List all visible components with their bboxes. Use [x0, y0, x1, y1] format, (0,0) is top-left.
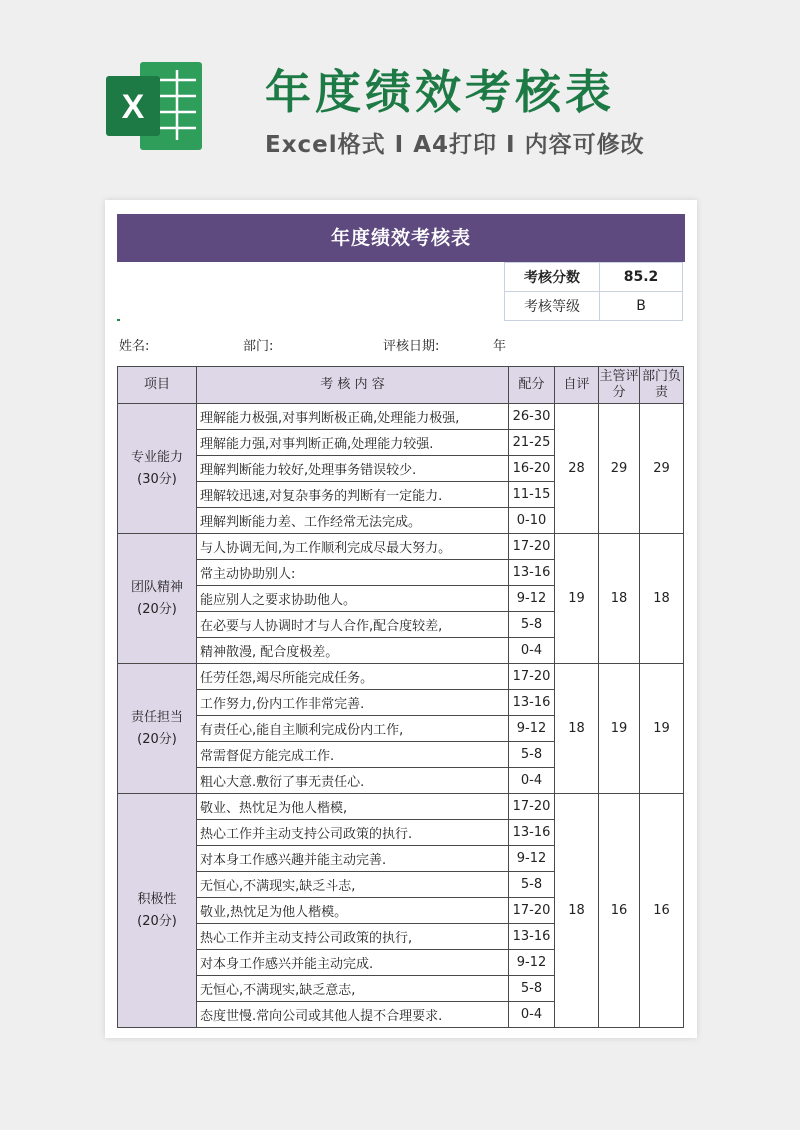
- criteria-text: 理解能力极强,对事判断极正确,处理能力极强,: [197, 404, 509, 430]
- points-range: 0-4: [509, 768, 555, 794]
- employee-info-line: [119, 335, 689, 355]
- criteria-text: 在必要与人协调时才与人合作,配合度较差,: [197, 612, 509, 638]
- table-row: [118, 404, 684, 430]
- criteria-text: 敬业,热忱足为他人楷模。: [197, 898, 509, 924]
- manager-score-cell[interactable]: 19: [599, 664, 640, 794]
- criteria-text: 理解判断能力差、工作经常无法完成。: [197, 508, 509, 534]
- evaluation-table: [117, 366, 684, 1028]
- points-range: 16-20: [509, 456, 555, 482]
- points-range: 9-12: [509, 586, 555, 612]
- points-range: 13-16: [509, 924, 555, 950]
- excel-icon: [104, 58, 204, 154]
- criteria-text: 理解较迅速,对复杂事务的判断有一定能力.: [197, 482, 509, 508]
- dept-score-cell[interactable]: 19: [640, 664, 684, 794]
- criteria-text: 无恒心,不满现实,缺乏斗志,: [197, 872, 509, 898]
- sheet-banner-title: 年度绩效考核表: [117, 214, 685, 262]
- category-points: (20分): [137, 601, 177, 617]
- criteria-text: 热心工作并主动支持公司政策的执行,: [197, 924, 509, 950]
- review-date-label: 评核日期:: [383, 339, 440, 354]
- grade-label: 考核等级: [505, 292, 600, 321]
- category-cell: [118, 534, 197, 664]
- manager-score-cell[interactable]: 18: [599, 534, 640, 664]
- category-name: 专业能力: [130, 449, 183, 465]
- criteria-text: 粗心大意.敷衍了事无责任心.: [197, 768, 509, 794]
- category-cell: [118, 404, 197, 534]
- points-range: 21-25: [509, 430, 555, 456]
- header-manager-score: 主管评分: [599, 367, 640, 404]
- manager-score-cell[interactable]: 16: [599, 794, 640, 1028]
- criteria-text: 理解判断能力较好,处理事务错误较少.: [197, 456, 509, 482]
- criteria-text: 对本身工作感兴趣并能主动完善.: [197, 846, 509, 872]
- points-range: 5-8: [509, 872, 555, 898]
- cell-marker: [117, 319, 120, 321]
- points-range: 0-4: [509, 1002, 555, 1028]
- name-label: 姓名:: [119, 339, 150, 354]
- points-range: 26-30: [509, 404, 555, 430]
- table-row: [118, 534, 684, 560]
- dept-score-cell[interactable]: 16: [640, 794, 684, 1028]
- points-range: 17-20: [509, 664, 555, 690]
- points-range: 5-8: [509, 976, 555, 1002]
- category-name: 责任担当: [130, 709, 183, 725]
- category-name: 团队精神: [130, 579, 183, 595]
- criteria-text: 任劳任怨,竭尽所能完成任务。: [197, 664, 509, 690]
- category-cell: [118, 794, 197, 1028]
- criteria-text: 热心工作并主动支持公司政策的执行.: [197, 820, 509, 846]
- criteria-text: 常需督促方能完成工作.: [197, 742, 509, 768]
- points-range: 13-16: [509, 690, 555, 716]
- points-range: 0-4: [509, 638, 555, 664]
- points-range: 5-8: [509, 742, 555, 768]
- criteria-text: 工作努力,份内工作非常完善.: [197, 690, 509, 716]
- points-range: 5-8: [509, 612, 555, 638]
- criteria-text: 与人协调无间,为工作顺利完成尽最大努力。: [197, 534, 509, 560]
- spreadsheet-preview: [105, 200, 697, 1038]
- criteria-text: 无恒心,不满现实,缺乏意志,: [197, 976, 509, 1002]
- header-points: 配分: [509, 367, 555, 404]
- self-score-cell[interactable]: 18: [555, 664, 599, 794]
- self-score-cell[interactable]: 28: [555, 404, 599, 534]
- page-title: 年度绩效考核表: [265, 65, 615, 119]
- score-value[interactable]: 85.2: [600, 263, 683, 292]
- points-range: 11-15: [509, 482, 555, 508]
- category-points: (20分): [137, 913, 177, 929]
- dept-label: 部门:: [243, 339, 274, 354]
- points-range: 13-16: [509, 820, 555, 846]
- points-range: 0-10: [509, 508, 555, 534]
- criteria-text: 精神散漫, 配合度极差。: [197, 638, 509, 664]
- header-self-score: 自评: [555, 367, 599, 404]
- points-range: 17-20: [509, 898, 555, 924]
- category-name: 积极性: [137, 891, 177, 907]
- grade-value[interactable]: B: [600, 292, 683, 321]
- page-subtitle: Excel格式 I A4打印 I 内容可修改: [265, 132, 645, 158]
- points-range: 9-12: [509, 846, 555, 872]
- points-range: 9-12: [509, 716, 555, 742]
- manager-score-cell[interactable]: 29: [599, 404, 640, 534]
- table-header-row: [118, 367, 684, 404]
- criteria-text: 能应别人之要求协助他人。: [197, 586, 509, 612]
- score-label: 考核分数: [505, 263, 600, 292]
- self-score-cell[interactable]: 19: [555, 534, 599, 664]
- header-content: 考 核 内 容: [197, 367, 509, 404]
- criteria-text: 有责任心,能自主顺利完成份内工作,: [197, 716, 509, 742]
- category-points: (30分): [137, 471, 177, 487]
- page-header: [0, 0, 800, 200]
- criteria-text: 态度世慢.常向公司或其他人提不合理要求.: [197, 1002, 509, 1028]
- points-range: 9-12: [509, 950, 555, 976]
- table-row: [118, 664, 684, 690]
- dept-score-cell[interactable]: 29: [640, 404, 684, 534]
- criteria-text: 理解能力强,对事判断正确,处理能力较强.: [197, 430, 509, 456]
- category-points: (20分): [137, 731, 177, 747]
- category-cell: [118, 664, 197, 794]
- header-item: 项目: [118, 367, 197, 404]
- points-range: 13-16: [509, 560, 555, 586]
- criteria-text: 敬业、热忱足为他人楷模,: [197, 794, 509, 820]
- dept-score-cell[interactable]: 18: [640, 534, 684, 664]
- criteria-text: 常主动协助别人:: [197, 560, 509, 586]
- score-summary: [504, 262, 683, 321]
- year-label: 年: [493, 339, 507, 354]
- points-range: 17-20: [509, 534, 555, 560]
- self-score-cell[interactable]: 18: [555, 794, 599, 1028]
- header-dept-score: 部门负责: [640, 367, 684, 404]
- criteria-text: 对本身工作感兴并能主动完成.: [197, 950, 509, 976]
- table-row: [118, 794, 684, 820]
- points-range: 17-20: [509, 794, 555, 820]
- excel-logo-letter: X: [121, 88, 145, 126]
